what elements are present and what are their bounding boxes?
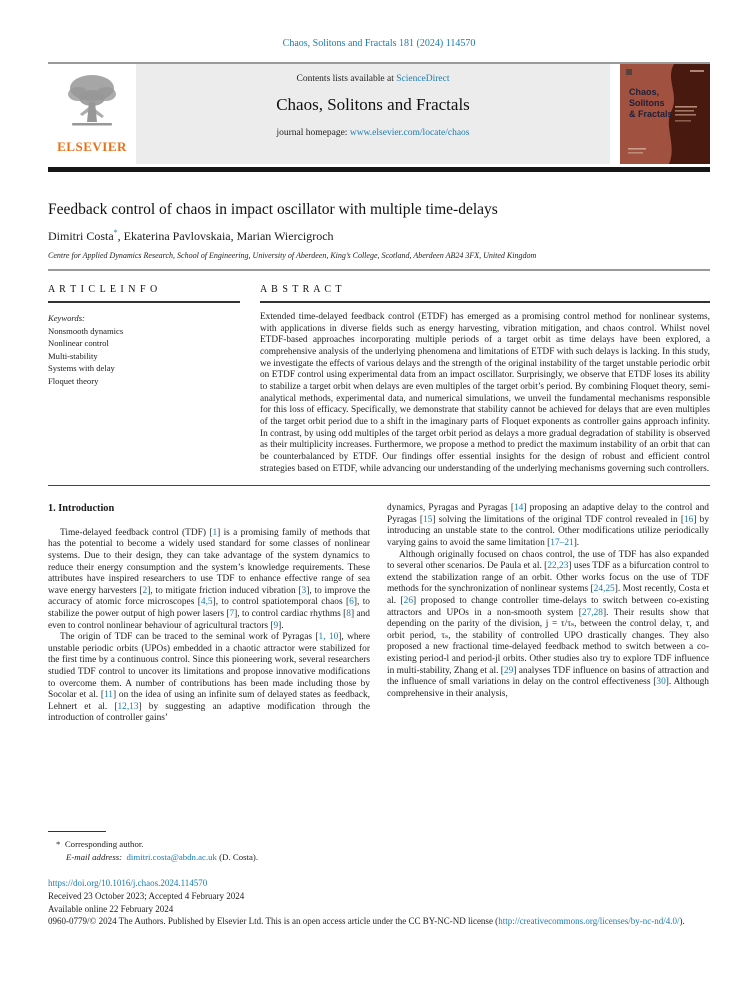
homepage-line	[144, 128, 602, 138]
keywords-block	[48, 312, 240, 387]
banner-journal-title: Chaos, Solitons and Fractals	[276, 95, 470, 114]
elsevier-tree-icon	[64, 72, 120, 137]
authors-rest: , Ekaterina Pavlovskaia, Marian Wiercigroch	[117, 229, 334, 243]
body-columns	[48, 503, 710, 725]
journal-reference: Chaos, Solitons and Fractals 181 (2024) 114570	[282, 38, 476, 49]
corresponding-author-mark[interactable]: *	[113, 228, 118, 237]
contents-prefix: Contents lists available at	[296, 74, 397, 84]
left-column	[48, 503, 370, 725]
keyword-item: Systems with delay	[48, 363, 115, 373]
abstract-column	[260, 284, 710, 475]
title-divider	[48, 269, 710, 271]
intro-paragraph: Although originally focused on chaos control, the use of TDF has also expanded to several other scenarios. De Paula et al. [22,23] uses TDF as a bifurcation control to extend the stabilization range of an orbit. Other works focus on the use of TDF methods for the synchronization of nonlinear systems [24,25]. Most recently, Costa et al. [26] proposed to change controller time-delays to switch between co-existing attractors and UPOs in a non-smooth system [27,28]. Their results show that depending on the parity of the division, j = τ/τₛ, between the control delay, τ, and orbit period, τₛ, the stability of controlled UPO drastically changes. They also proposed a new fractional time-delayed feedback method to switch between a co-existing period-l and period-jl orbits. Other studies also try to explore TDF influence in multi-stability, Zhang et al. [29] analyses TDF influence on basins of attraction and the influence of small variations in delay on the control effectiveness [30]. Although comprehensive in their analysis,	[387, 549, 709, 699]
sciencedirect-link[interactable]: ScienceDirect	[396, 74, 450, 84]
abstract-text: Extended time-delayed feedback control (ETDF) has emerged as a promising control method for nonlinear systems, with applications in diverse fields such as energy harvesting, vibration mitigation, and chaos control. Whilst novel ETDF-based approaches incorporating multiple periods of a target orbit as time delays have been explored, a comprehensive analysis of the underlying phenomena and limitations of ETDF with such delays is lacking. In this study, we investigate the effects of various delays and the strength of the original instability of the target unstable periodic orbit on ETDF control using experimental data from an impact oscillator. Surprisingly, we observe that ETDF loses its ability to stabilize a target orbit when delays are even multiples of the target orbit’s period. By combining Floquet theory, semi-analytical methods, experimental data, and numerical simulations, we unveil the fundamental mechanisms responsible for this loss of efficacy. Specifically, we demonstrate that stability cannot be achieved for delays that are even multiples of the target orbit period due to a shift in the imaginary parts of Floquet exponents as controller gains approach infinity. In contrast, by using odd multiples of the target orbit period as delays a more gradual degradation of stability is observed as their multiplicity increases. Furthermore, we propose a method to predict the maximum instability of an orbit that can be counterbalanced by ETDF. Our findings offer essential insights for the design of robust and efficient control strategies based on ETDF, while advancing our understanding of the underlying mechanisms governing such controllers.	[260, 312, 710, 474]
journal-cover-thumbnail[interactable]	[620, 64, 710, 164]
footnote-block	[48, 831, 388, 864]
section-heading-introduction: 1. Introduction	[48, 503, 115, 515]
contents-line	[144, 74, 602, 84]
svg-text:Solitons: Solitons	[629, 98, 665, 108]
svg-text:& Fractals: & Fractals	[629, 109, 673, 119]
banner-center	[136, 64, 610, 164]
journal-cover-art	[620, 64, 710, 164]
header-divider-bar	[48, 167, 710, 172]
email-line	[48, 851, 388, 864]
keyword-item: Floquet theory	[48, 375, 99, 386]
author-list	[48, 228, 710, 244]
svg-text:Chaos,: Chaos,	[629, 87, 660, 97]
author-costa: Dimitri Costa	[48, 229, 114, 243]
journal-banner	[48, 62, 710, 164]
footnote-divider	[48, 831, 106, 832]
received-accepted-line: Received 23 October 2023; Accepted 4 February 2024	[48, 890, 245, 901]
intro-paragraph: The origin of TDF can be traced to the seminal work of Pyragas [1, 10], where unstable periodic orbits (UPOs) embedded in a chaotic attractor were stabilized for the first time by a continuous control. Since this pioneering work, several researchers studied TDF control to uncover its limitations and propose innovative modifications to overcome them. A number of contributions has been made including those by Socolar et al. [11] on the idea of using an infinite sum of delayed states as feedback, Lehnert et al. [12,13] by suggesting an adaptive modification through the introduction of controller gains’	[48, 632, 371, 724]
abstract-bottom-divider	[48, 485, 710, 486]
email-label: E-mail address:	[66, 852, 123, 862]
article-info-rule	[48, 301, 240, 303]
abstract-heading: A B S T R A C T	[260, 284, 343, 295]
article-info-heading: A R T I C L E I N F O	[48, 284, 159, 295]
available-online-line: Available online 22 February 2024	[48, 903, 174, 914]
corresponding-text: Corresponding author.	[64, 839, 144, 849]
article-title: Feedback control of chaos in impact oscillator with multiple time-delays	[48, 201, 498, 218]
elsevier-wordmark: ELSEVIER	[57, 139, 127, 154]
corresponding-author-note	[48, 838, 388, 851]
banner-gap	[610, 64, 620, 164]
keywords-label: Keywords:	[48, 313, 85, 323]
license-link[interactable]: http://creativecommons.org/licenses/by-nc-nd/4.0/	[498, 916, 680, 927]
keyword-item: Nonsmooth dynamics	[48, 325, 124, 336]
doi-link[interactable]: https://doi.org/10.1016/j.chaos.2024.114570	[48, 878, 208, 888]
keyword-item: Multi-stability	[48, 350, 98, 361]
elsevier-logo	[48, 64, 136, 164]
license-line	[48, 915, 710, 928]
keyword-item: Nonlinear control	[48, 338, 109, 348]
footer-block	[48, 877, 710, 928]
email-suffix: (D. Costa).	[216, 852, 259, 862]
journal-homepage-link[interactable]: www.elsevier.com/locate/chaos	[349, 128, 470, 138]
email-link[interactable]: dimitri.costa@abdn.ac.uk	[126, 852, 217, 862]
article-info-column	[48, 284, 240, 475]
right-column	[387, 503, 709, 725]
license-text: 0960-0779/© 2024 The Authors. Published by Elsevier Ltd. This is an open access article under the CC BY-NC-ND license (	[48, 916, 499, 927]
affiliation: Centre for Applied Dynamics Research, School of Engineering, University of Aberdeen, King’s College, Scotland, Aberdeen AB24 3FX, United Kingdom	[48, 251, 537, 260]
abstract-rule	[260, 301, 710, 303]
homepage-prefix: journal homepage:	[276, 128, 350, 138]
intro-paragraph: dynamics, Pyragas and Pyragas [14] proposing an adaptive delay to the control and Pyragas [15] solving the limitations of the original TDF control revealed in [16] by introducing an unstable state to the control. Other modifications utilize periodically varying gains to avoid the same limitation [17–21].	[387, 503, 710, 548]
footnote-mark: *	[56, 839, 61, 849]
intro-paragraph: Time-delayed feedback control (TDF) [1] is a promising family of methods that has the potential to become a widely used standard for some classes of nonlinear systems. Due to their design, they can take advantage of the system dynamics to reduce their energy consumption and the system’s knowledge requirements. These attributes have inspired researchers to use TDF to enhance effective range of sea wave energy harvesters [2], to mitigate friction induced vibration [3], to improve the accuracy of atomic force microscopes [4,5], to control spatiotemporal chaos [6], to stabilize the power output of high power lasers [7], to control cardiac rhythms [8] and even to control nonlinear behaviour of agricultural tractors [9].	[48, 527, 371, 631]
license-text-end: ).	[679, 916, 685, 927]
